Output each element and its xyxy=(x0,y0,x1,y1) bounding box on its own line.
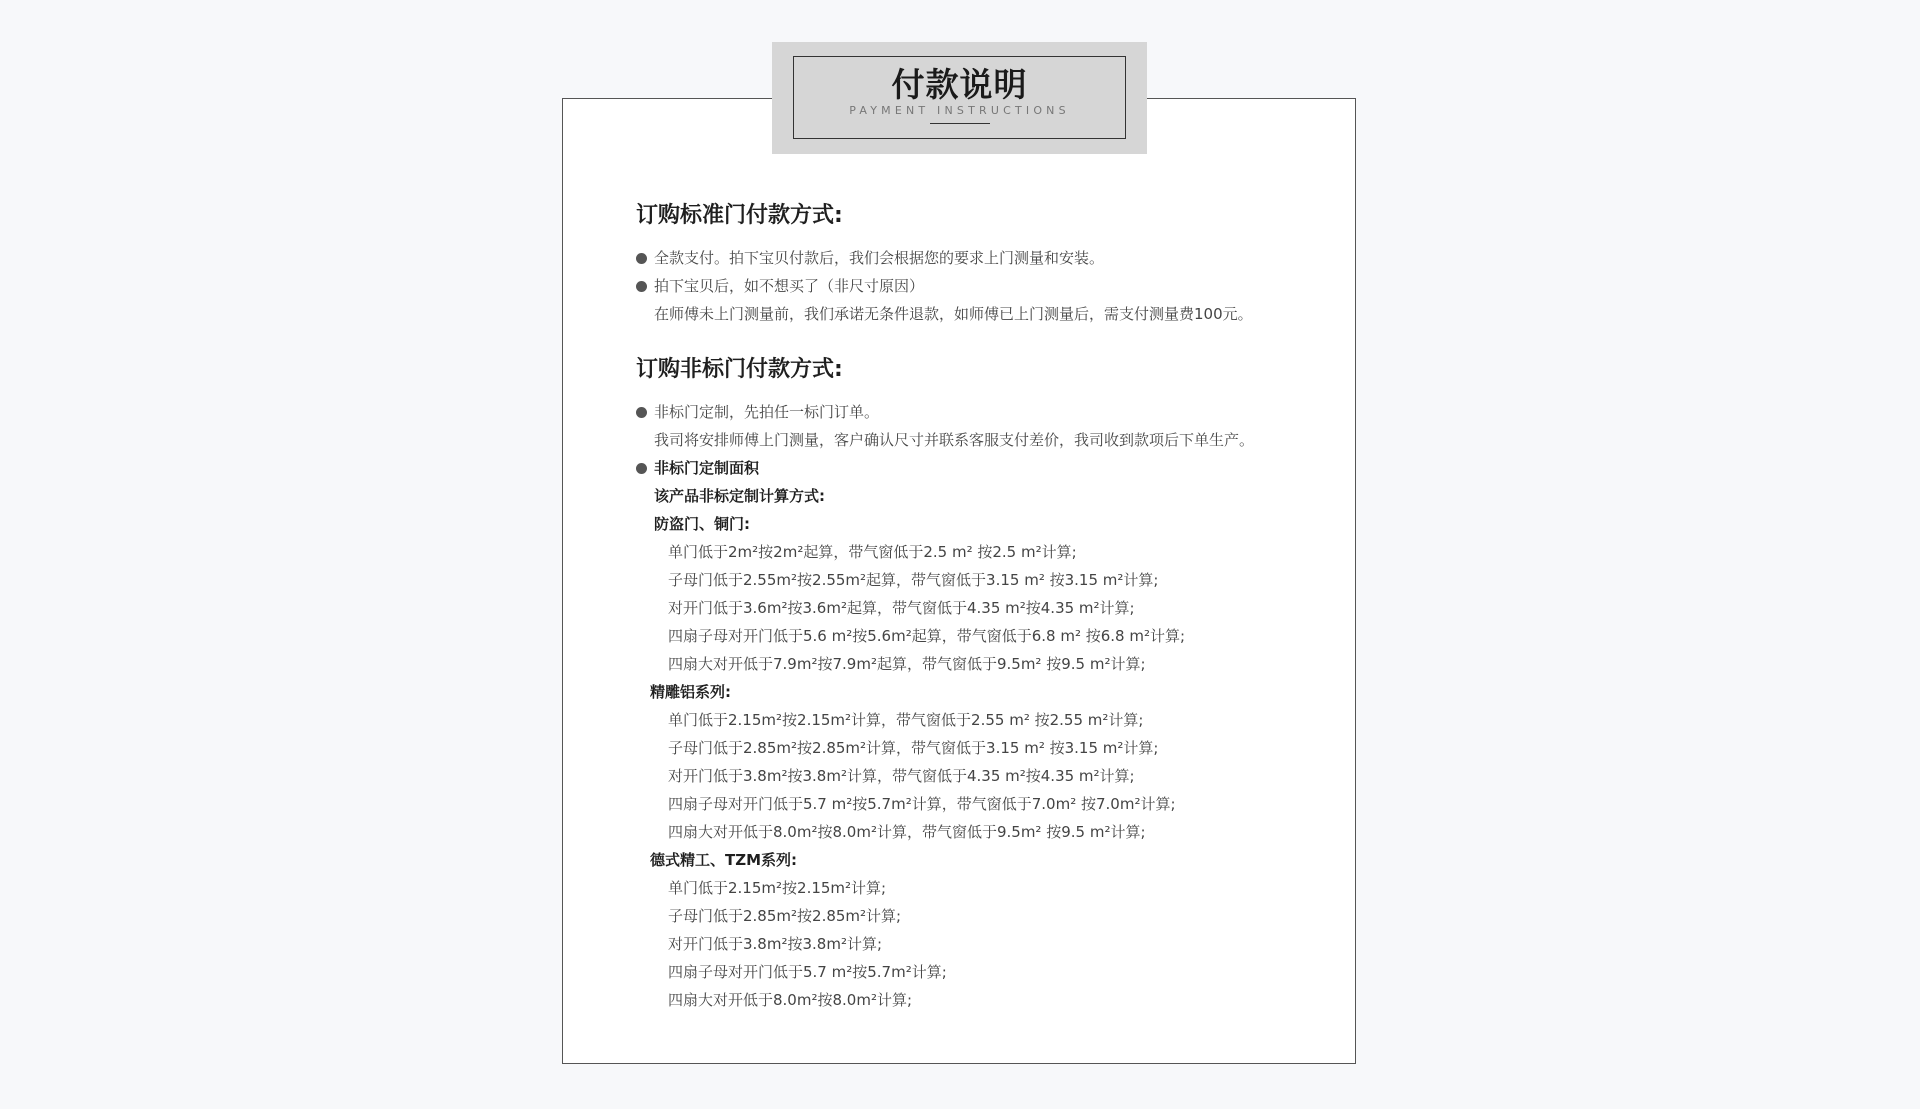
standard-refund-detail: 在师傅未上门测量前，我们承诺无条件退款，如师傅已上门测量后，需支付测量费100元。 xyxy=(654,305,1253,323)
group-german-label: 德式精工、TZM系列: xyxy=(650,851,798,869)
list-item: 单门低于2.15m²按2.15m²计算，带气窗低于2.55 m² 按2.55 m²计算; xyxy=(668,711,1144,729)
nonstandard-bullet-custom xyxy=(636,398,1336,426)
bullet-text: 非标门定制，先拍任一标门订单。 xyxy=(654,403,880,421)
title-underline xyxy=(930,123,990,124)
list-item: 子母门低于2.85m²按2.85m²计算，带气窗低于3.15 m² 按3.15 m²计算; xyxy=(668,739,1159,757)
list-item: 四扇大对开低于7.9m²按7.9m²起算，带气窗低于9.5m² 按9.5 m²计算; xyxy=(668,655,1146,673)
page-title: 付款说明 xyxy=(891,65,1028,104)
content xyxy=(636,198,1336,1014)
calc-method-label: 该产品非标定制计算方式: xyxy=(654,487,825,505)
bullet-icon xyxy=(636,407,647,418)
list-item: 四扇子母对开门低于5.7 m²按5.7m²计算，带气窗低于7.0m² 按7.0m²计算; xyxy=(668,795,1176,813)
standard-bullet-refund xyxy=(636,272,1336,300)
nonstandard-bullet-area xyxy=(636,454,1336,482)
nonstandard-heading: 订购非标门付款方式: xyxy=(636,357,843,382)
title-frame xyxy=(793,56,1126,139)
list-item: 四扇子母对开门低于5.7 m²按5.7m²计算; xyxy=(668,963,947,981)
list-item: 子母门低于2.85m²按2.85m²计算; xyxy=(668,907,902,925)
list-item: 单门低于2.15m²按2.15m²计算; xyxy=(668,879,887,897)
list-item: 四扇大对开低于8.0m²按8.0m²计算; xyxy=(668,991,913,1009)
list-item: 对开门低于3.8m²按3.8m²计算，带气窗低于4.35 m²按4.35 m²计算; xyxy=(668,767,1135,785)
bullet-text: 非标门定制面积 xyxy=(654,459,760,477)
page-subtitle: PAYMENT INSTRUCTIONS xyxy=(849,104,1070,117)
list-item: 四扇大对开低于8.0m²按8.0m²计算，带气窗低于9.5m² 按9.5 m²计算; xyxy=(668,823,1146,841)
group-security-list xyxy=(636,538,1336,678)
group-aluminum-list xyxy=(636,706,1336,846)
list-item: 对开门低于3.8m²按3.8m²计算; xyxy=(668,935,883,953)
bullet-icon xyxy=(636,281,647,292)
standard-heading: 订购标准门付款方式: xyxy=(636,203,843,228)
bullet-icon xyxy=(636,253,647,264)
bullet-text: 全款支付。拍下宝贝付款后，我们会根据您的要求上门测量和安装。 xyxy=(654,249,1105,267)
bullet-icon xyxy=(636,463,647,474)
nonstandard-custom-detail: 我司将安排师傅上门测量，客户确认尺寸并联系客服支付差价，我司收到款项后下单生产。 xyxy=(654,431,1255,449)
group-german-list xyxy=(636,874,1336,1014)
list-item: 四扇子母对开门低于5.6 m²按5.6m²起算，带气窗低于6.8 m² 按6.8 m²计算; xyxy=(668,627,1186,645)
group-aluminum-label: 精雕铝系列: xyxy=(650,683,731,701)
bullet-text: 拍下宝贝后，如不想买了（非尺寸原因） xyxy=(654,277,925,295)
list-item: 子母门低于2.55m²按2.55m²起算，带气窗低于3.15 m² 按3.15 m²计算; xyxy=(668,571,1159,589)
standard-bullet-full-payment xyxy=(636,244,1336,272)
group-security-label: 防盗门、铜门: xyxy=(654,515,750,533)
list-item: 对开门低于3.6m²按3.6m²起算，带气窗低于4.35 m²按4.35 m²计算; xyxy=(668,599,1135,617)
list-item: 单门低于2m²按2m²起算，带气窗低于2.5 m² 按2.5 m²计算; xyxy=(668,543,1077,561)
title-plate xyxy=(772,42,1147,154)
